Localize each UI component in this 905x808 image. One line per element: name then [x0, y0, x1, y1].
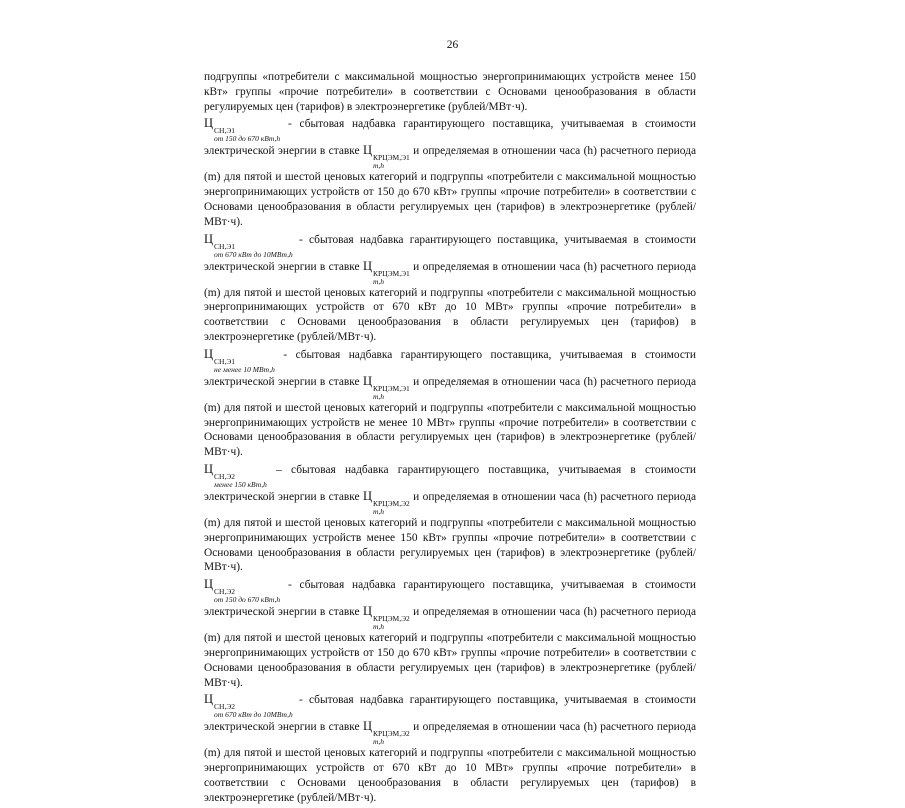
- rate-symbol-superscript: КРЦЭМ,Э2: [373, 614, 410, 624]
- price-symbol-superscript: СН,Э1: [214, 241, 236, 251]
- rate-symbol-letter: Ц: [362, 373, 372, 388]
- price-symbol-subscript: от 150 до 670 кВт,h: [214, 595, 281, 605]
- price-symbol-indices: [214, 243, 293, 259]
- price-symbol: [204, 692, 293, 720]
- definition-text: и определяемая в отношении часа (h) расчетного периода (m) для пятой и шестой ценовых категорий и подгруппы «потребители с максимальной мощностью энергопринимающих устройств менее 150 кВт» группы «прочие потребители» в соответствии с Основами ценообразования в области регулируемых цен (тарифов) в электроэнергетике (рублей/МВт·ч).: [204, 490, 696, 574]
- price-symbol-subscript: от 670 кВт до 10МВт,h: [214, 710, 293, 720]
- rate-symbol-subscript: m,h: [373, 506, 385, 516]
- price-symbol-indices: [214, 358, 275, 374]
- definition-text: - сбытовая надбавка гарантирующего поставщика, учитываемая в стоимости электрической энергии в ставке: [204, 694, 696, 734]
- price-symbol-indices: [214, 703, 293, 719]
- price-symbol-superscript: СН,Э2: [214, 587, 236, 597]
- page-number: 26: [446, 39, 459, 51]
- definition-paragraph: [204, 347, 696, 460]
- price-symbol-letter: Ц: [204, 577, 214, 592]
- intro-paragraph: подгруппы «потребители с максимальной мощностью энергопринимающих устройств менее 150 кВт» группы «прочие потребители» в соответствии с Основами ценообразования в области регулируемых цен (тарифов) в электроэнергетике (рублей/МВт·ч).: [204, 71, 696, 113]
- rate-symbol-letter: Ц: [362, 488, 372, 503]
- definition-text: и определяемая в отношении часа (h) расчетного периода (m) для пятой и шестой ценовых категорий и подгруппы «потребители с максимальной мощностью энергопринимающих устройств от 670 кВт до 10 МВт» группы «прочие потребители» в соответствии с Основами ценообразования в области регулируемых цен (тарифов) в электроэнергетике (рублей/МВт·ч).: [204, 260, 696, 343]
- price-symbol-subscript: от 150 до 670 кВт,h: [214, 134, 281, 144]
- rate-symbol-subscript: m,h: [373, 161, 385, 171]
- definition-text: - сбытовая надбавка гарантирующего поставщика, учитываемая в стоимости электрической энергии в ставке: [204, 348, 696, 388]
- definition-list: [204, 116, 696, 805]
- price-symbol-letter: Ц: [204, 231, 214, 246]
- price-symbol-superscript: СН,Э1: [214, 126, 236, 136]
- rate-symbol: [362, 258, 410, 286]
- price-symbol: [204, 461, 267, 489]
- rate-symbol-letter: Ц: [362, 604, 372, 619]
- rate-symbol: [362, 604, 410, 632]
- price-symbol-superscript: СН,Э2: [214, 702, 236, 712]
- rate-symbol-superscript: КРЦЭМ,Э1: [373, 268, 410, 278]
- price-symbol-indices: [214, 127, 280, 143]
- rate-symbol-indices: [373, 385, 410, 401]
- rate-symbol-superscript: КРЦЭМ,Э1: [373, 383, 410, 393]
- definition-text: – сбытовая надбавка гарантирующего поставщика, учитываемая в стоимости электрической энергии в ставке: [204, 463, 696, 503]
- price-symbol-indices: [214, 588, 280, 604]
- rate-symbol-subscript: m,h: [373, 622, 385, 632]
- price-symbol: [204, 577, 281, 605]
- rate-symbol-superscript: КРЦЭМ,Э1: [373, 153, 410, 163]
- definition-paragraph: [204, 232, 696, 345]
- rate-symbol-superscript: КРЦЭМ,Э2: [373, 498, 410, 508]
- rate-symbol: [362, 719, 410, 747]
- rate-symbol-letter: Ц: [362, 719, 372, 734]
- price-symbol-letter: Ц: [204, 692, 214, 707]
- rate-symbol-indices: [373, 615, 410, 631]
- price-symbol-letter: Ц: [204, 116, 214, 131]
- document-body: [204, 70, 696, 808]
- definition-text: и определяемая в отношении часа (h) расчетного периода (m) для пятой и шестой ценовых категорий и подгруппы «потребители с максимальной мощностью энергопринимающих устройств от 670 кВт до 10 МВт» группы «прочие потребители» в соответствии с Основами ценообразования в области регулируемых цен (тарифов) в электроэнергетике (рублей/МВт·ч).: [204, 721, 696, 804]
- definition-paragraph: [204, 116, 696, 229]
- price-symbol-subscript: не менее 10 МВт,h: [214, 364, 275, 374]
- rate-symbol-letter: Ц: [362, 143, 372, 158]
- price-symbol-superscript: СН,Э1: [214, 356, 236, 366]
- rate-symbol-letter: Ц: [362, 258, 372, 273]
- rate-symbol-indices: [373, 730, 410, 746]
- price-symbol-indices: [214, 473, 267, 489]
- rate-symbol-indices: [373, 500, 410, 516]
- price-symbol: [204, 116, 281, 144]
- price-symbol-letter: Ц: [204, 461, 214, 476]
- price-symbol-letter: Ц: [204, 346, 214, 361]
- definition-text: - сбытовая надбавка гарантирующего поставщика, учитываемая в стоимости электрической энергии в ставке: [204, 233, 696, 273]
- definition-paragraph: [204, 692, 696, 805]
- definition-text: - сбытовая надбавка гарантирующего поставщика, учитываемая в стоимости электрической энергии в ставке: [204, 579, 696, 619]
- rate-symbol-subscript: m,h: [373, 391, 385, 401]
- rate-symbol-indices: [373, 154, 410, 170]
- rate-symbol-subscript: m,h: [373, 737, 385, 747]
- rate-symbol: [362, 373, 410, 401]
- definition-text: и определяемая в отношении часа (h) расчетного периода (m) для пятой и шестой ценовых категорий и подгруппы «потребители с максимальной мощностью энергопринимающих устройств от 150 до 670 кВт» группы «прочие потребители» в соответствии с Основами ценообразования в области регулируемых цен (тарифов) в электроэнергетике (рублей/МВт·ч).: [204, 145, 696, 228]
- definition-paragraph: [204, 577, 696, 690]
- rate-symbol-superscript: КРЦЭМ,Э2: [373, 729, 410, 739]
- rate-symbol-subscript: m,h: [373, 276, 385, 286]
- price-symbol-superscript: СН,Э2: [214, 471, 236, 481]
- rate-symbol: [362, 488, 410, 516]
- price-symbol: [204, 231, 293, 259]
- price-symbol-subscript: менее 150 кВт,h: [214, 479, 267, 489]
- definition-text: и определяемая в отношении часа (h) расчетного периода (m) для пятой и шестой ценовых категорий и подгруппы «потребители с максимальной мощностью энергопринимающих устройств от 150 до 670 кВт» группы «прочие потребители» в соответствии с Основами ценообразования в области регулируемых цен (тарифов) в электроэнергетике (рублей/МВт·ч).: [204, 606, 696, 689]
- definition-paragraph: [204, 462, 696, 575]
- definition-text: и определяемая в отношении часа (h) расчетного периода (m) для пятой и шестой ценовых категорий и подгруппы «потребители с максимальной мощностью энергопринимающих устройств не менее 10 МВт» группы «прочие потребители» в соответствии с Основами ценообразования в области регулируемых цен (тарифов) в электроэнергетике (рублей/МВт·ч).: [204, 375, 696, 459]
- rate-symbol: [362, 143, 410, 171]
- rate-symbol-indices: [373, 270, 410, 286]
- price-symbol-subscript: от 670 кВт до 10МВт,h: [214, 249, 293, 259]
- price-symbol: [204, 346, 275, 374]
- definition-text: - сбытовая надбавка гарантирующего поставщика, учитываемая в стоимости электрической энергии в ставке: [204, 118, 696, 158]
